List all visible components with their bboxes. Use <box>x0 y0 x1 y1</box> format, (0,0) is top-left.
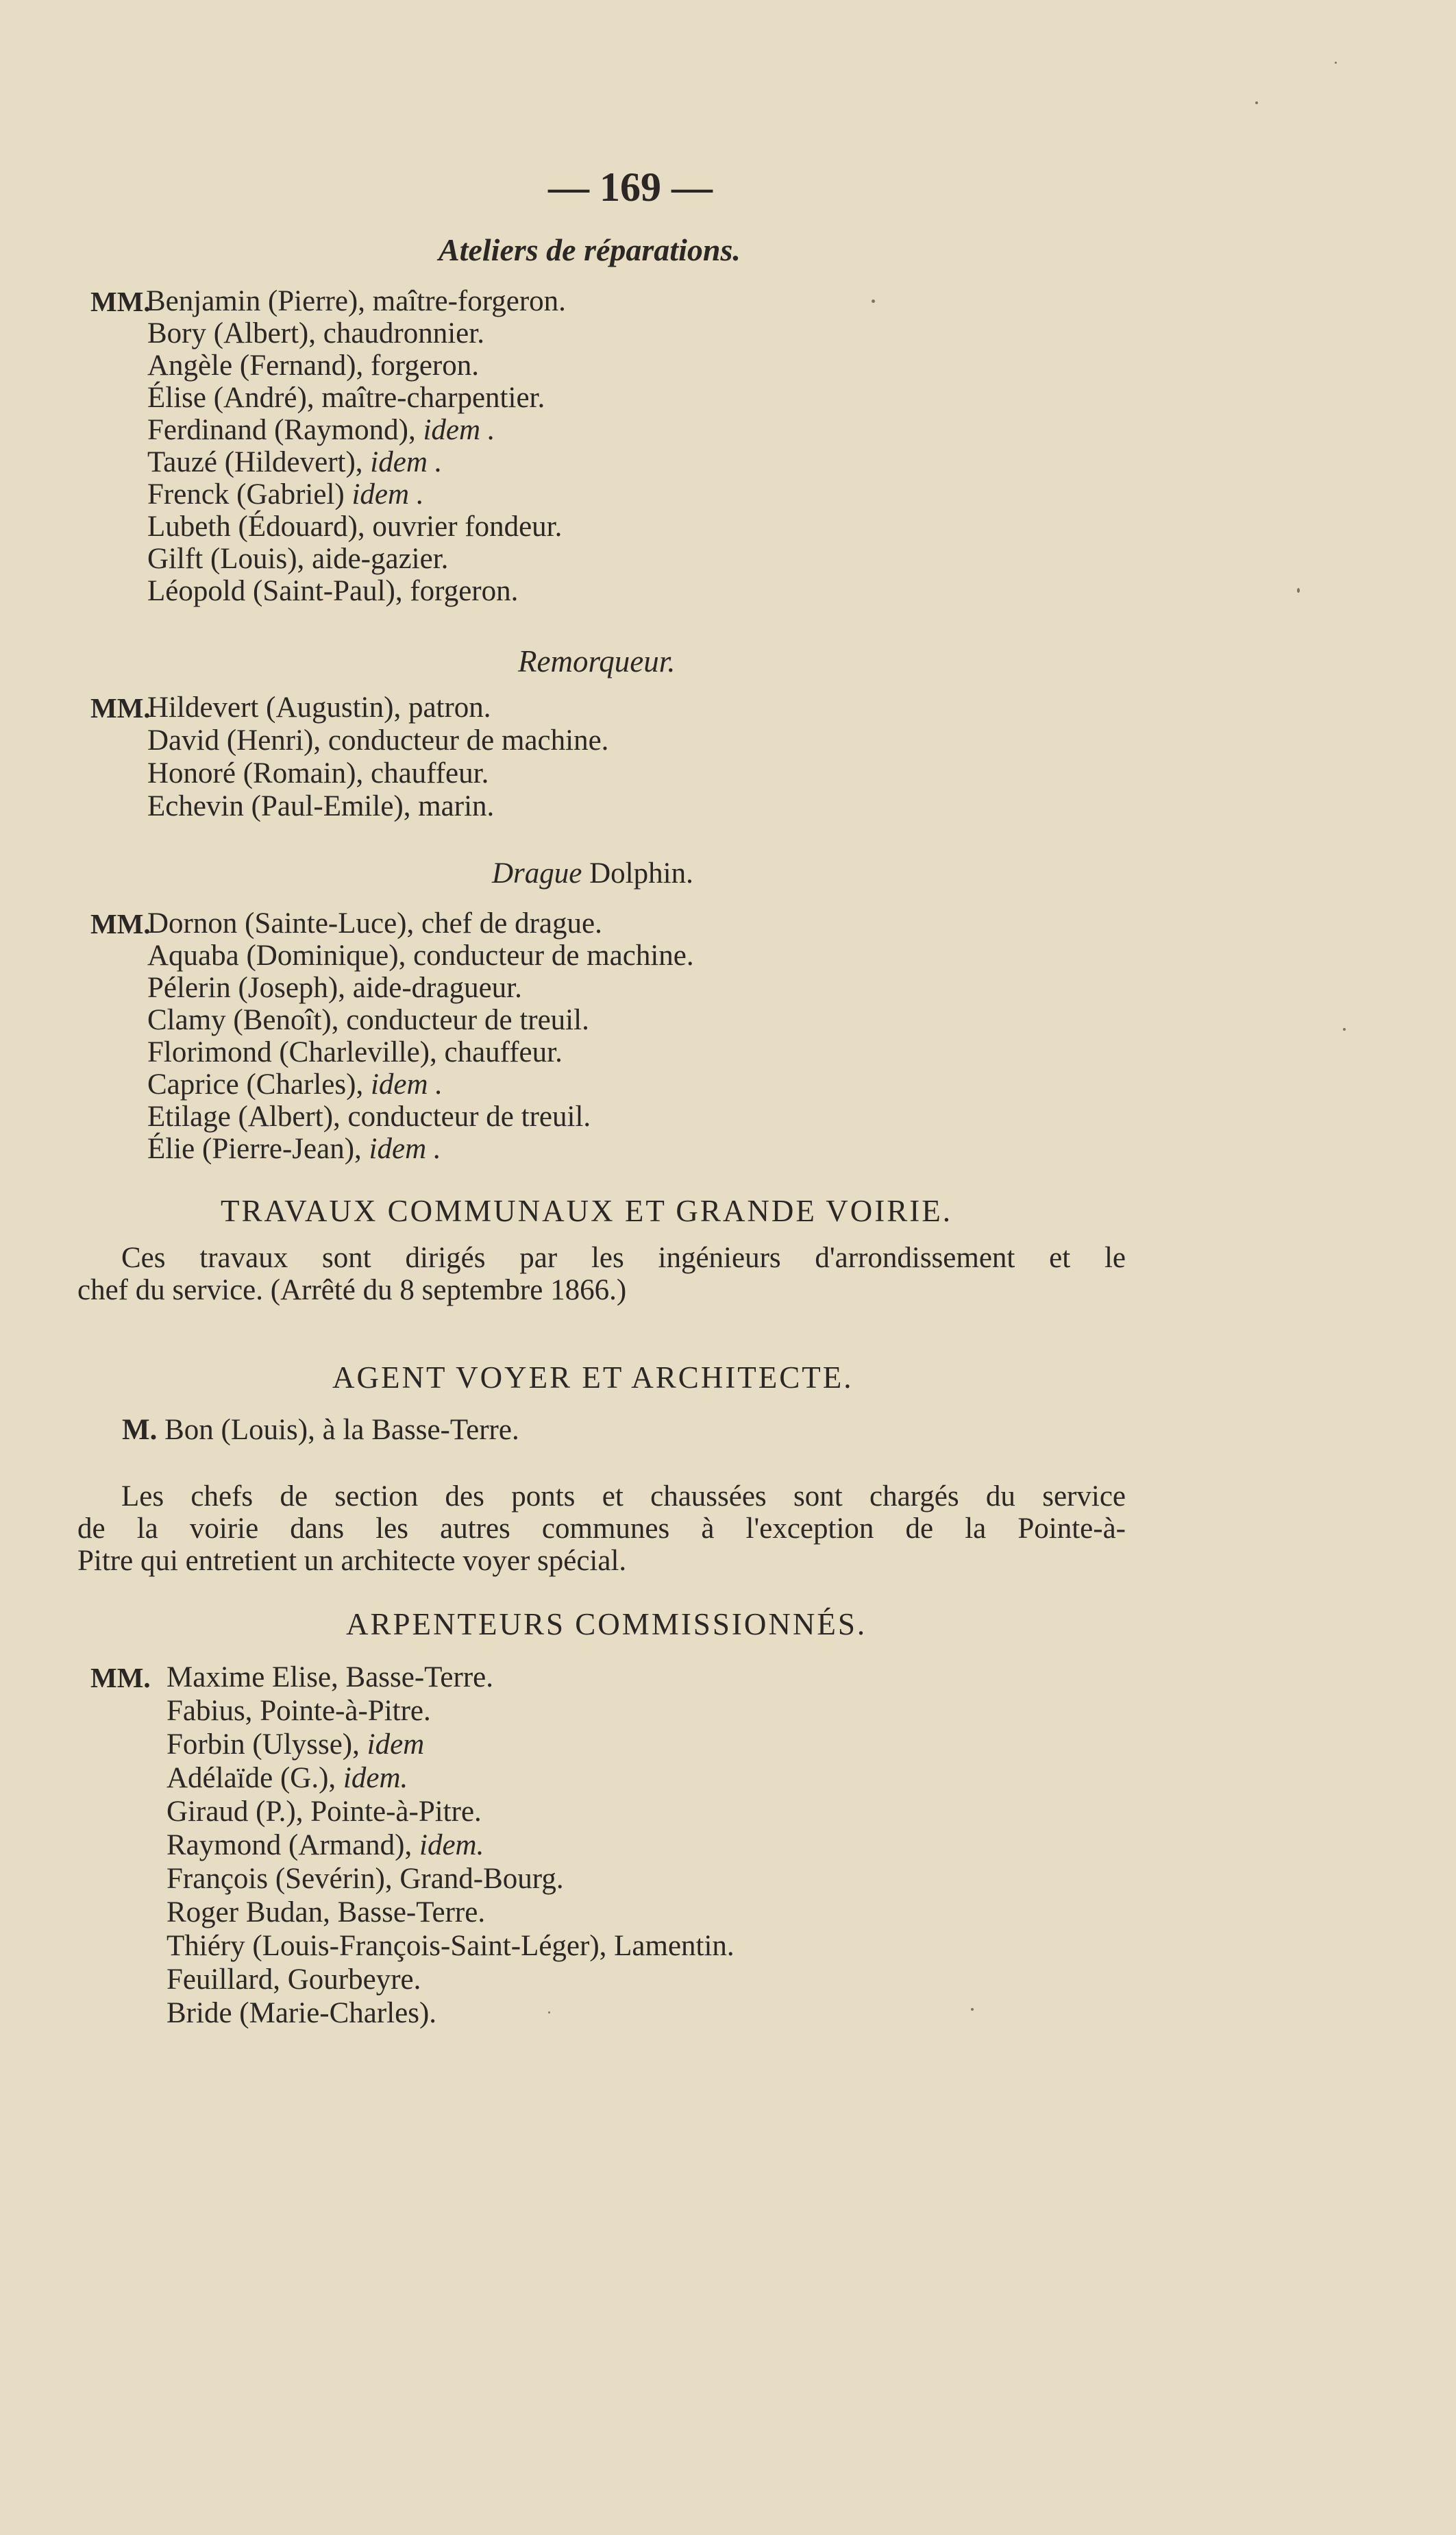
list-item <box>166 1728 424 1762</box>
section-title-ateliers: Ateliers de réparations. <box>439 232 741 267</box>
person-name: Aquaba (Dominique), <box>147 940 414 972</box>
section-title-arpenteurs: ARPENTEURS COMMISSIONNÉS. <box>346 1607 867 1641</box>
person-name: Lubeth (Édouard), <box>147 511 373 543</box>
person-place: Basse-Terre. <box>337 1896 486 1928</box>
person-role: aide-dragueur. <box>352 972 522 1004</box>
paper-speck <box>872 299 875 303</box>
list-item <box>166 1963 421 1997</box>
paper-speck <box>1255 101 1258 104</box>
list-item <box>147 1003 589 1038</box>
person-name: Raymond (Armand), <box>166 1829 420 1861</box>
mm-label: MM. <box>90 286 151 317</box>
list-item <box>166 1661 493 1695</box>
list-item <box>166 1795 482 1829</box>
mm-label: MM. <box>90 908 151 940</box>
paragraph-line: Ces travaux sont dirigés par les ingénieurs d'arrondissement et le <box>121 1242 1126 1274</box>
list-item <box>147 971 522 1005</box>
person-name: Echevin (Paul-Emile), <box>147 790 419 822</box>
person-place: Lamentin. <box>614 1930 735 1962</box>
person-role: chef de drague. <box>421 907 602 940</box>
paragraph-line: de la voirie dans les autres communes à l'exception de la Pointe-à- <box>77 1513 1126 1545</box>
list-item <box>166 1929 735 1963</box>
list-item <box>147 1100 591 1134</box>
person-name: Frenck (Gabriel) <box>147 478 352 511</box>
person-name: Bon (Louis), <box>164 1414 323 1446</box>
person-role: conducteur de machine. <box>328 724 609 757</box>
person-role: conducteur de machine. <box>413 940 694 972</box>
list-item <box>147 445 442 480</box>
list-item <box>147 1132 441 1166</box>
paper-speck <box>971 2008 974 2011</box>
person-name: Élise (André), <box>147 382 322 414</box>
person-role: patron. <box>408 691 491 724</box>
drague-title-italic: Drague <box>492 857 590 890</box>
person-name: Thiéry (Louis-François-Saint-Léger), <box>166 1930 615 1962</box>
person-name: Élie (Pierre-Jean), <box>147 1133 369 1165</box>
person-place: idem <box>367 1728 425 1761</box>
section-title-remorqueur: Remorqueur. <box>518 644 676 678</box>
paper-speck <box>1297 588 1300 593</box>
paragraph-line: chef du service. (Arrêté du 8 septembre 1866.) <box>77 1274 627 1306</box>
person-role: conducteur de treuil. <box>347 1101 591 1133</box>
person-name: Bride <box>166 1997 240 2029</box>
person-role: chauffeur. <box>371 757 489 789</box>
list-item <box>147 907 602 941</box>
paragraph-line: Pitre qui entretient un architecte voyer spécial. <box>77 1545 627 1577</box>
person-place: Basse-Terre. <box>345 1661 493 1693</box>
person-name: Tauzé (Hildevert), <box>147 446 371 478</box>
list-item <box>147 1036 563 1070</box>
person-name: Hildevert (Augustin), <box>147 691 408 724</box>
person-name: Honoré (Romain), <box>147 757 371 789</box>
list-item <box>147 724 608 758</box>
list-item <box>146 284 566 319</box>
list-item <box>147 317 484 351</box>
person-role: idem . <box>351 478 424 511</box>
person-name: Gilft (Louis), <box>147 543 312 575</box>
person-role: marin. <box>418 790 495 822</box>
person-role: idem . <box>370 1068 443 1101</box>
person-name: Benjamin (Pierre), <box>146 285 373 317</box>
person-name: Caprice (Charles), <box>147 1068 371 1101</box>
person-place: Grand-Bourg. <box>399 1863 564 1895</box>
person-name: Clamy (Benoît), <box>147 1004 347 1036</box>
person-name: Florimond (Charleville), <box>147 1036 445 1068</box>
person-name: Ferdinand (Raymond), <box>147 414 423 446</box>
mm-label: MM. <box>90 1662 151 1693</box>
person-place: (Marie-Charles). <box>239 1997 437 2029</box>
person-role: maître-charpentier. <box>321 382 545 414</box>
person-place: Pointe-à-Pitre. <box>260 1695 431 1727</box>
person-name: Roger Budan, <box>166 1896 338 1928</box>
list-item <box>166 1996 436 2031</box>
mm-label: MM. <box>90 692 151 724</box>
person-role: ouvrier fondeur. <box>372 511 563 543</box>
list-item <box>166 1828 484 1863</box>
list-item <box>166 1862 564 1896</box>
person-name: Forbin (Ulysse), <box>166 1728 367 1761</box>
person-name: Bory (Albert), <box>147 317 323 350</box>
person-name: Feuillard, <box>166 1963 288 1996</box>
list-item <box>147 939 694 973</box>
list-item <box>147 757 489 791</box>
paragraph-agent <box>77 1480 1126 1577</box>
m-label: M. <box>122 1414 158 1446</box>
paper-speck <box>1335 62 1337 64</box>
paragraph-travaux <box>77 1242 1126 1306</box>
person-name: Giraud (P.), <box>166 1796 311 1828</box>
person-name: Pélerin (Joseph), <box>147 972 353 1004</box>
list-item <box>147 349 479 383</box>
list-item <box>147 478 424 512</box>
person-name: David (Henri), <box>147 724 328 757</box>
section-title-travaux: TRAVAUX COMMUNAUX ET GRANDE VOIRIE. <box>221 1194 952 1228</box>
list-item <box>166 1761 408 1796</box>
person-name: Adélaïde (G.), <box>166 1762 343 1794</box>
person-place: Pointe-à-Pitre. <box>310 1796 482 1828</box>
section-title-drague <box>492 857 693 891</box>
list-item <box>147 510 562 544</box>
person-place: idem. <box>343 1762 408 1794</box>
list-item <box>147 542 448 576</box>
person-place: Gourbeyre. <box>287 1963 421 1996</box>
list-item <box>147 574 518 609</box>
person-role: conducteur de treuil. <box>346 1004 589 1036</box>
agent-entry <box>122 1413 519 1447</box>
person-role: idem . <box>370 446 443 478</box>
person-role: aide-gazier. <box>312 543 449 575</box>
person-name: Angèle (Fernand), <box>147 350 371 382</box>
person-role: maître-forgeron. <box>372 285 566 317</box>
list-item <box>147 413 495 448</box>
person-role: idem . <box>369 1133 441 1165</box>
person-role: forgeron. <box>410 575 519 607</box>
person-place: idem. <box>419 1829 484 1861</box>
drague-title-name: Dolphin. <box>589 857 693 890</box>
person-name: Maxime Elise, <box>166 1661 346 1693</box>
list-item <box>147 789 494 824</box>
person-name: Fabius, <box>166 1695 260 1727</box>
person-role: forgeron. <box>370 350 479 382</box>
person-name: Léopold (Saint-Paul), <box>147 575 410 607</box>
list-item <box>147 1068 443 1102</box>
person-name: Etilage (Albert), <box>147 1101 348 1133</box>
person-role: chaudronnier. <box>323 317 484 350</box>
person-role: chauffeur. <box>444 1036 563 1068</box>
list-item <box>166 1896 485 1930</box>
paper-speck <box>548 2011 550 2013</box>
list-item <box>166 1694 431 1728</box>
person-role: idem . <box>423 414 495 446</box>
paragraph-line: Les chefs de section des ponts et chaussées sont chargés du service <box>121 1480 1126 1513</box>
section-title-agent-voyer: AGENT VOYER ET ARCHITECTE. <box>332 1360 854 1395</box>
person-name: Dornon (Sainte-Luce), <box>147 907 421 940</box>
paper-speck <box>1343 1028 1346 1031</box>
person-name: François (Sevérin), <box>166 1863 400 1895</box>
list-item <box>147 691 491 725</box>
person-place: à la Basse-Terre. <box>322 1414 519 1446</box>
list-item <box>147 381 545 415</box>
page-number: — 169 — <box>548 164 713 210</box>
